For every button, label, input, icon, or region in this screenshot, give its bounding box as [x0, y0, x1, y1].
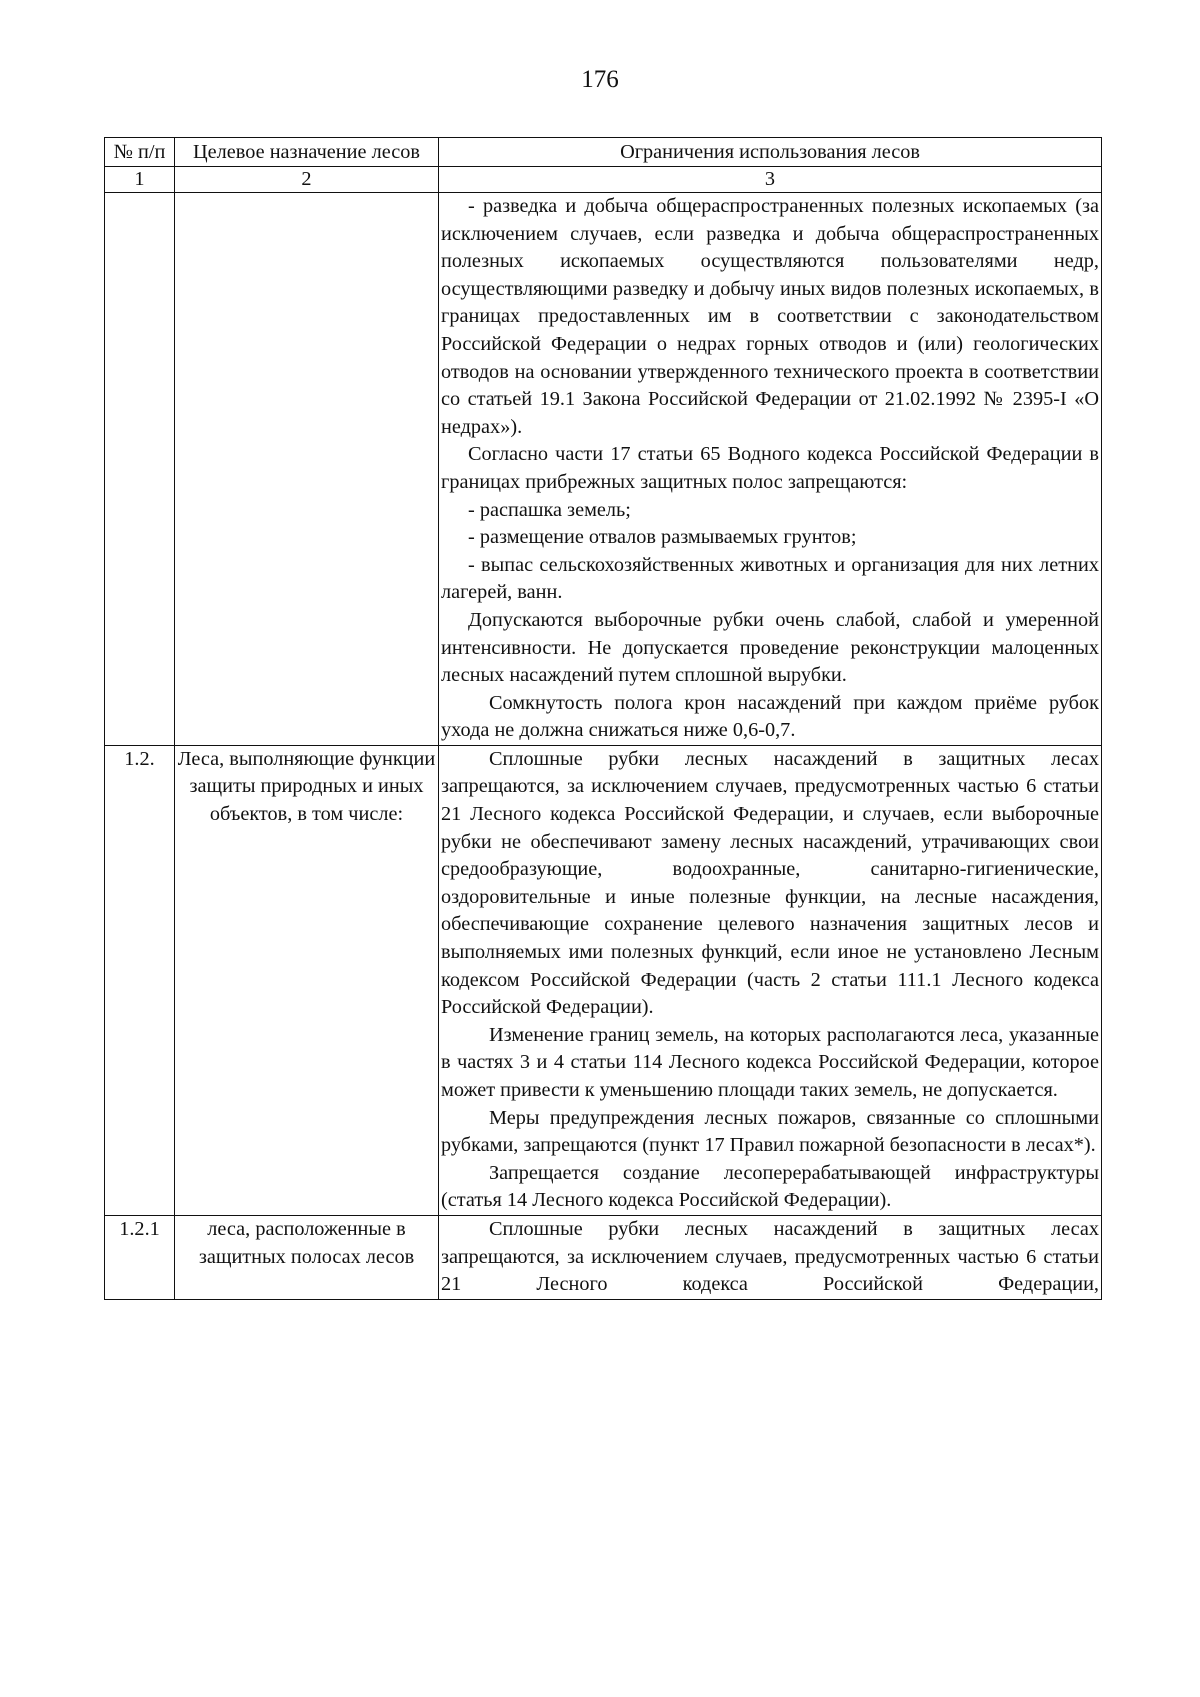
table-row: [105, 745, 1102, 1215]
row-restrictions: [439, 193, 1102, 746]
forest-restrictions-table: [104, 137, 1102, 1300]
column-number: 1: [105, 167, 175, 193]
restriction-paragraph: Сплошные рубки лесных насаждений в защитных лесах запрещаются, за исключением случаев, предусмотренных частью 6 статьи 21 Лесного кодекса Российской Федерации, и случаев, если выборочные рубки не обеспечивают замену лесных насаждений, утрачивающих свои средообразующие, водоохранные, санитарно-гигиенические, оздоровительные и иные полезные функции, на лесные насаждения, обеспечивающие сохранение целевого назначения защитных лесов и выполняемых ими полезных функций, если иное не установлено Лесным кодексом Российской Федерации (часть 2 статьи 111.1 Лесного кодекса Российской Федерации).: [441, 747, 1099, 1019]
column-number: 3: [439, 167, 1102, 193]
restriction-paragraph: - размещение отвалов размываемых грунтов;: [468, 526, 857, 549]
restriction-paragraph: - выпас сельскохозяйственных животных и организация для них летних лагерей, ванн.: [441, 553, 1099, 604]
table-header-row: [105, 138, 1102, 167]
restriction-paragraph: Запрещается создание лесоперерабатывающей инфраструктуры (статья 14 Лесного кодекса Российской Федерации).: [441, 1161, 1099, 1212]
restriction-paragraph: - разведка и добыча общераспространенных полезных ископаемых (за исключением случаев, если разведка и добыча общераспространенных полезных ископаемых осуществляются пользователями недр, осуществляющими разведку и добычу иных видов полезных ископаемых, в границах предоставленных им в соответствии с законодательством Российской Федерации о недрах горных отводов и (или) геологических отводов на основании утвержденного технического проекта в соответствии со статьей 19.1 Закона Российской Федерации от 21.02.1992 № 2395-I «О недрах»).: [441, 195, 1099, 438]
page-number: 176: [581, 66, 619, 93]
row-number: 1.2.: [105, 745, 175, 1215]
row-restrictions: [439, 745, 1102, 1215]
header-number: № п/п: [105, 138, 175, 167]
row-restrictions: [439, 1215, 1102, 1299]
row-number: 1.2.1: [105, 1215, 175, 1299]
row-number: [105, 193, 175, 746]
restriction-paragraph: Согласно части 17 статьи 65 Водного кодекса Российской Федерации в границах прибрежных защитных полос запрещаются:: [441, 443, 1099, 493]
restriction-paragraph: Меры предупреждения лесных пожаров, связанные со сплошными рубками, запрещаются (пункт 17 Правил пожарной безопасности в лесах*).: [441, 1106, 1099, 1157]
restriction-paragraph: Сомкнутость полога крон насаждений при каждом приёме рубок ухода не должна снижаться ниже 0,6-0,7.: [441, 691, 1099, 742]
column-number: 2: [175, 167, 439, 193]
restriction-paragraph: Изменение границ земель, на которых располагаются леса, указанные в частях 3 и 4 статьи 114 Лесного кодекса Российской Федерации, которое может привести к уменьшению площади таких земель, не допускается.: [441, 1023, 1099, 1101]
column-numbers-row: [105, 167, 1102, 193]
row-purpose: леса, расположенные в защитных полосах лесов: [175, 1215, 439, 1299]
table-row: [105, 1215, 1102, 1299]
row-purpose: Леса, выполняющие функции защиты природных и иных объектов, в том числе:: [175, 745, 439, 1215]
restriction-paragraph: - распашка земель;: [468, 498, 631, 521]
restriction-paragraph: Сплошные рубки лесных насаждений в защитных лесах запрещаются, за исключением случаев, предусмотренных частью 6 статьи 21 Лесного кодекса Российской Федерации,: [441, 1217, 1099, 1296]
table-row: [105, 193, 1102, 746]
row-purpose: [175, 193, 439, 746]
header-purpose: Целевое назначение лесов: [175, 138, 439, 167]
header-restrictions: Ограничения использования лесов: [439, 138, 1102, 167]
restriction-paragraph: Допускаются выборочные рубки очень слабой, слабой и умеренной интенсивности. Не допускается проведение реконструкции малоценных лесных насаждений путем сплошной вырубки.: [441, 608, 1099, 687]
